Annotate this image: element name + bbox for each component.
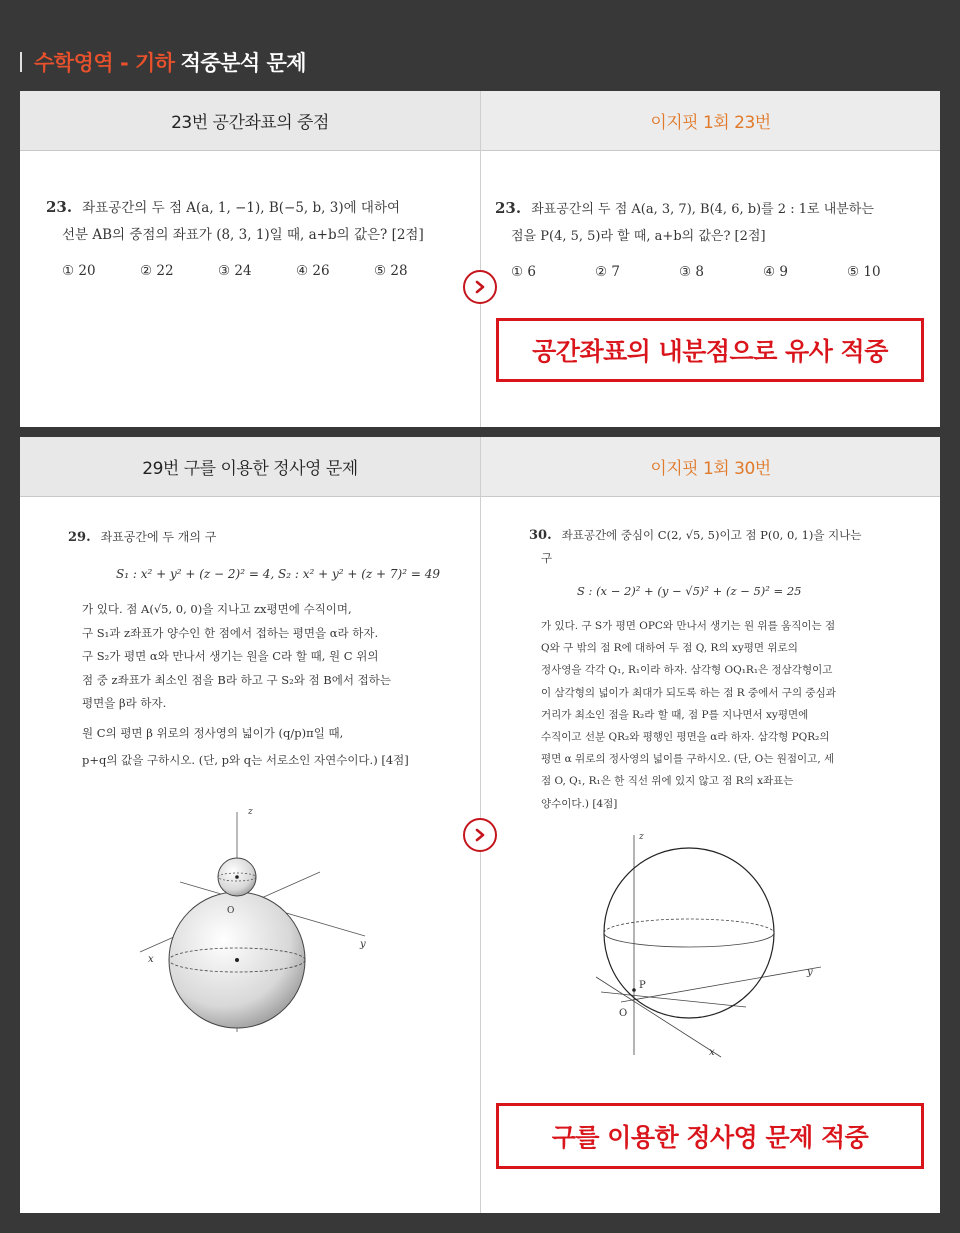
hit-callout-2: 구를 이용한 정사영 문제 적중 — [496, 1103, 924, 1169]
question-line: 구 S₁과 z좌표가 양수인 한 점에서 접하는 평면을 α라 하자. — [82, 625, 379, 640]
question-line: 좌표공간에 두 개의 구 — [100, 530, 217, 544]
two-spheres-figure — [120, 802, 380, 1042]
question-number: 23. — [46, 198, 73, 216]
question-line: 이 삼각형의 넓이가 최대가 되도록 하는 점 R 중에서 구의 중심과 — [541, 686, 836, 699]
page-header — [20, 44, 306, 80]
axis-label-z: z — [248, 807, 253, 817]
original-question-column — [20, 91, 481, 427]
choice-1: ① 20 — [62, 263, 96, 279]
point-p-label: P — [639, 980, 646, 991]
question-line: 수직이고 선분 QR₂와 평행인 평면을 α라 하자. 삼각형 PQR₂의 — [541, 731, 830, 744]
choice-2: ② 7 — [595, 264, 620, 280]
plane-line — [601, 992, 746, 1007]
question-23-prediction — [495, 195, 874, 250]
axis-label-x: x — [709, 1047, 715, 1058]
question-line: 점을 P(4, 5, 5)라 할 때, a+b의 값은? [2점] — [511, 229, 766, 244]
question-line: 좌표공간에 중심이 C(2, √5, 5)이고 점 P(0, 0, 1)을 지나는 — [561, 528, 862, 542]
choice-1: ① 6 — [511, 264, 536, 280]
axis-label-x: x — [148, 954, 154, 965]
question-line: 정사영을 각각 Q₁, R₁이라 하자. 삼각형 OQ₁R₁은 정삼각형이고 — [541, 664, 833, 677]
sphere-s — [604, 848, 774, 1018]
sphere-equation: S : (x − 2)² + (y − √5)² + (z − 5)² = 25 — [577, 584, 802, 598]
axis-label-z: z — [639, 832, 644, 842]
question-line: 구 — [541, 551, 553, 565]
question-line: 평면 α 위로의 정사영의 넓이를 구하시오. (단, O는 원점이고, 세 — [541, 753, 835, 766]
prediction-question-column — [481, 91, 940, 427]
question-number: 23. — [495, 199, 522, 217]
choice-2: ② 22 — [140, 263, 174, 279]
point-p — [632, 988, 636, 992]
prediction-question-column — [481, 437, 940, 1213]
question-line: 가 있다. 점 A(√5, 0, 0)을 지나고 zx평면에 수직이며, — [82, 602, 352, 616]
equator-front — [604, 933, 774, 947]
question-29-intro — [68, 524, 216, 551]
question-line: 원 C의 평면 β 위로의 정사영의 넓이가 (q/p)π일 때, — [82, 725, 344, 740]
question-line: Q와 구 밖의 점 R에 대하여 두 점 Q, R의 xy평면 위로의 — [541, 642, 798, 655]
question-line: 가 있다. 구 S가 평면 OPC와 만나서 생기는 원 위를 움직이는 점 — [541, 620, 836, 632]
prediction-question-title: 이지핏 1회 30번 — [481, 437, 940, 497]
choice-3: ③ 24 — [218, 263, 252, 279]
center-s2 — [235, 958, 239, 962]
choice-5: ⑤ 10 — [847, 264, 881, 280]
original-question-column — [20, 437, 481, 1213]
sphere-figure — [581, 827, 841, 1067]
question-line: 양수이다.) [4점] — [541, 797, 618, 810]
comparison-panel-1 — [20, 91, 940, 427]
question-23-original — [46, 194, 424, 249]
question-30-intro — [529, 524, 862, 569]
y-axis — [621, 967, 821, 1002]
question-line: 선분 AB의 중점의 좌표가 (8, 3, 1)일 때, a+b의 값은? [2점] — [62, 227, 424, 243]
question-line: 거리가 최소인 점을 R₂라 할 때, 점 P를 지나면서 xy평면에 — [541, 708, 809, 721]
hit-callout-1: 공간좌표의 내분점으로 유사 적중 — [496, 318, 924, 382]
axis-label-y: y — [807, 967, 813, 978]
header-title-subject: 수학영역 - 기하 — [34, 51, 175, 75]
choice-4: ④ 9 — [763, 264, 788, 280]
equator-back — [604, 919, 774, 933]
header-bar — [20, 52, 22, 72]
center-s1 — [235, 875, 239, 879]
original-question-title: 23번 공간좌표의 중점 — [20, 91, 480, 151]
answer-choices — [511, 264, 907, 280]
question-line: 점 O, Q₁, R₁은 한 직선 위에 있지 않고 점 R의 x좌표는 — [541, 775, 794, 788]
axis-label-y: y — [360, 939, 366, 950]
comparison-panel-2 — [20, 437, 940, 1213]
arrow-right-icon — [463, 818, 497, 852]
question-line: 구 S₂가 평면 α와 만나서 생기는 원을 C라 할 때, 원 C 위의 — [82, 649, 379, 663]
question-number: 30. — [529, 528, 552, 543]
prediction-question-title: 이지핏 1회 23번 — [481, 91, 940, 151]
arrow-right-icon — [463, 270, 497, 304]
question-30-body — [541, 615, 836, 815]
question-line: p+q의 값을 구하시오. (단, p와 q는 서로소인 자연수이다.) [4점] — [82, 753, 409, 767]
question-line: 좌표공간의 두 점 A(a, 1, −1), B(−5, b, 3)에 대하여 — [82, 200, 401, 216]
question-line: 점 중 z좌표가 최소인 점을 B라 하고 구 S₂와 점 B에서 접하는 — [82, 672, 391, 687]
choice-3: ③ 8 — [679, 264, 704, 280]
origin-label: O — [619, 1008, 628, 1019]
origin-label: O — [227, 906, 235, 916]
question-29-body — [82, 598, 409, 773]
original-question-title: 29번 구를 이용한 정사영 문제 — [20, 437, 480, 497]
answer-choices — [62, 263, 444, 279]
choice-4: ④ 26 — [296, 263, 330, 279]
sphere-equations: S₁ : x² + y² + (z − 2)² = 4, S₂ : x² + y² + (z + 7)² = 49 — [116, 567, 441, 581]
question-number: 29. — [68, 530, 91, 545]
choice-5: ⑤ 28 — [374, 263, 408, 279]
question-line: 평면을 β라 하자. — [82, 696, 167, 710]
header-title-analysis: 적중분석 문제 — [180, 51, 307, 75]
question-line: 좌표공간의 두 점 A(a, 3, 7), B(4, 6, b)를 2 : 1로 내분하는 — [531, 202, 874, 217]
